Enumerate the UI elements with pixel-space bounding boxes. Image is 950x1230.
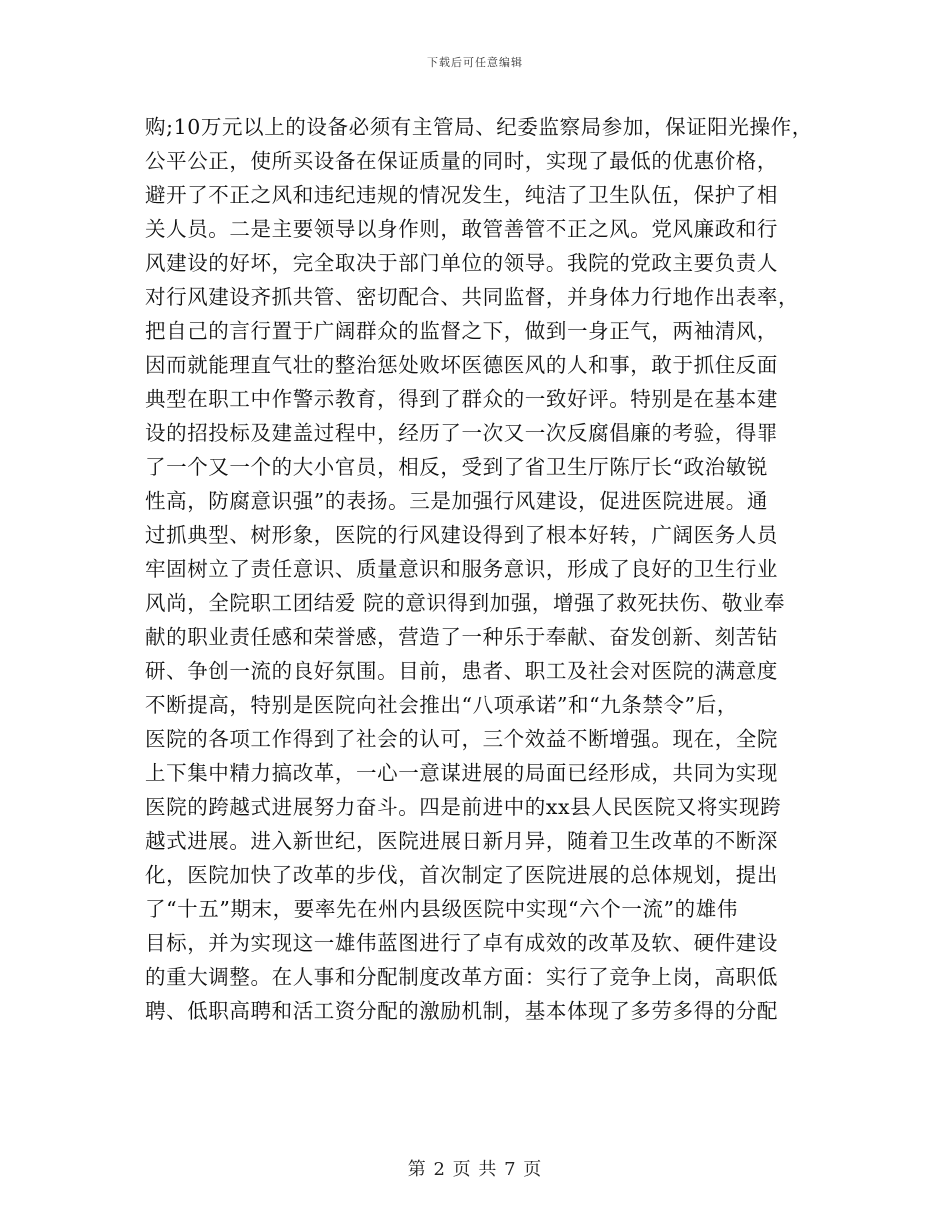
body-line: 目标，并为实现这一雄伟蓝图进行了卓有成效的改革及软、硬件建设 xyxy=(145,931,778,955)
body-line: 聘、低职高聘和活工资分配的激励机制，基本体现了多劳多得的分配 xyxy=(145,999,778,1023)
body-line: 性高，防腐意识强”的表扬。三是加强行风建设，促进医院进展。通 xyxy=(145,489,768,513)
body-line: 医院的跨越式进展努力奋斗。四是前进中的xx县人民医院又将实现跨 xyxy=(145,795,782,819)
body-line: 上下集中精力搞改革，一心一意谋进展的局面已经形成，共同为实现 xyxy=(145,761,778,785)
body-line: 典型在职工中作警示教育，得到了群众的一致好评。特别是在基本建 xyxy=(145,387,778,411)
body-line: 的重大调整。在人事和分配制度改革方面：实行了竞争上岗，高职低 xyxy=(145,965,778,989)
body-line: 因而就能理直气壮的整治惩处败坏医德医风的人和事，敢于抓住反面 xyxy=(145,353,778,377)
body-line: 过抓典型、树形象，医院的行风建设得到了根本好转，广阔医务人员 xyxy=(145,523,778,547)
body-line: 研、争创一流的良好氛围。目前，患者、职工及社会对医院的满意度 xyxy=(145,659,778,683)
body-line: 风尚，全院职工团结爱 院的意识得到加强，增强了救死扶伤、敬业奉 xyxy=(145,591,786,615)
body-line: 献的职业责任感和荣誉感，营造了一种乐于奉献、奋发创新、刻苦钻 xyxy=(145,625,778,649)
page-header-note: 下载后可任意编辑 xyxy=(427,56,523,69)
body-line: 了一个又一个的大小官员，相反，受到了省卫生厅陈厅长“政治敏锐 xyxy=(145,455,768,479)
body-line: 医院的各项工作得到了社会的认可，三个效益不断增强。现在，全院 xyxy=(145,727,778,751)
body-line: 牢固树立了责任意识、质量意识和服务意识，形成了良好的卫生行业 xyxy=(145,557,778,581)
body-line: 化，医院加快了改革的步伐，首次制定了医院进展的总体规划，提出 xyxy=(145,863,778,887)
body-line: 避开了不正之风和违纪违规的情况发生，纯洁了卫生队伍，保护了相 xyxy=(145,183,778,207)
body-line: 购;10万元以上的设备必须有主管局、纪委监察局参加，保证阳光操作， xyxy=(145,115,813,139)
body-line: 越式进展。进入新世纪，医院进展日新月异，随着卫生改革的不断深 xyxy=(145,829,778,853)
body-line: 关人员。二是主要领导以身作则，敢管善管不正之风。党风廉政和行 xyxy=(145,217,778,241)
page-number: 第 2 页 共 7 页 xyxy=(407,1159,543,1180)
body-line: 公平公正，使所买设备在保证质量的同时，实现了最低的优惠价格， xyxy=(145,149,778,173)
body-line: 把自己的言行置于广阔群众的监督之下，做到一身正气，两袖清风， xyxy=(145,319,778,343)
body-line: 风建设的好坏，完全取决于部门单位的领导。我院的党政主要负责人 xyxy=(145,251,778,275)
body-line: 了“十五”期末，要率先在州内县级医院中实现“六个一流”的雄伟 xyxy=(145,897,738,921)
body-line: 不断提高，特别是医院向社会推出“八项承诺”和“九条禁令”后， xyxy=(145,693,738,717)
body-line: 设的招投标及建盖过程中，经历了一次又一次反腐倡廉的考验，得罪 xyxy=(145,421,778,445)
body-line: 对行风建设齐抓共管、密切配合、共同监督，并身体力行地作出表率， xyxy=(145,285,800,309)
